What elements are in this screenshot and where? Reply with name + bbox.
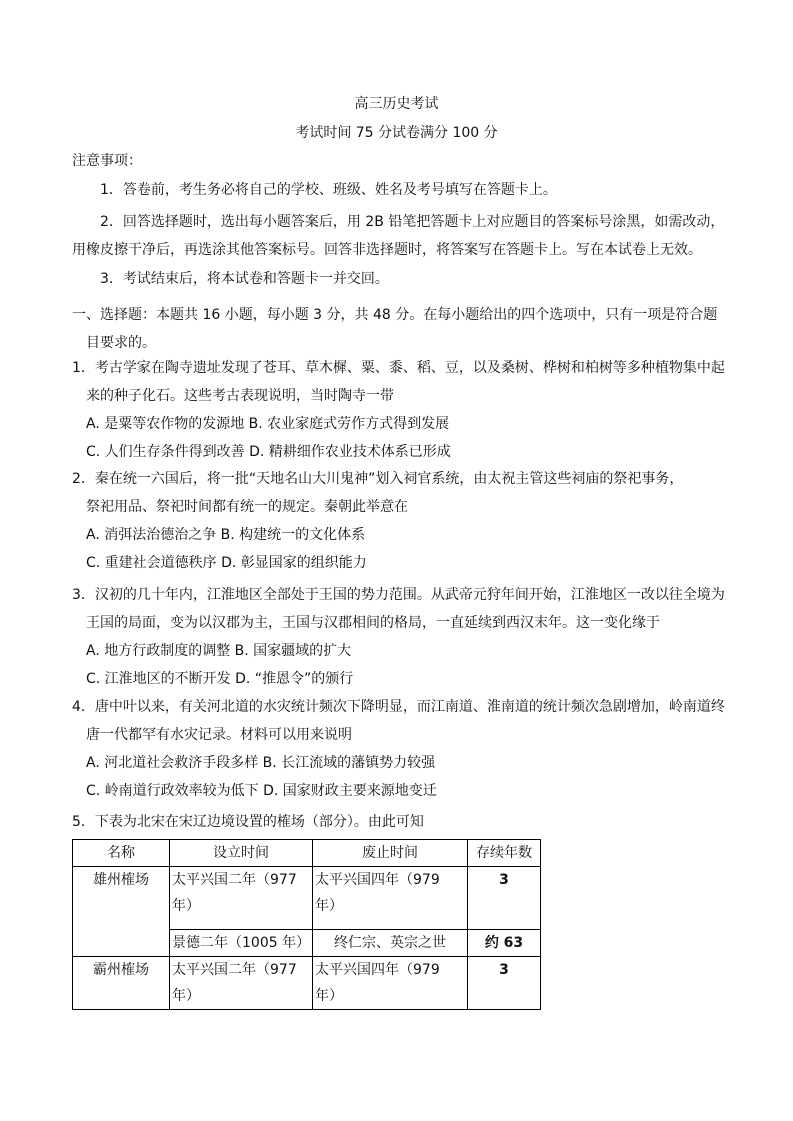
q1-stem-line-1: 1．考古学家在陶寺遗址发现了苍耳、草木樨、粟、黍、稻、豆，以及桑树、桦树和柏树等多种植物集中起 [72, 360, 725, 376]
q1-options-ab: A. 是粟等农作物的发源地 B. 农业家庭式劳作方式得到发展 [86, 416, 450, 432]
q2-stem-line-2: 祭祀用品、祭祀时间都有统一的规定。秦朝此举意在 [86, 499, 408, 515]
exam-title: 高三历史考试 [354, 96, 439, 112]
q2-stem-line-1: 2．秦在统一六国后，将一批“天地名山大川鬼神”划入祠官系统，由太祝主管这些祠庙的祭祀事务， [72, 471, 684, 487]
exam-subtitle: 考试时间 75 分试卷满分 100 分 [295, 125, 498, 141]
table-header-cell: 设立时间 [170, 840, 313, 867]
q1-stem-line-2: 来的种子化石。这些考古表现说明，当时陶寺一带 [86, 388, 394, 404]
table-cell-end: 太平兴国四年（979 年） [313, 957, 468, 1010]
table-cell-name: 雄州榷场 [73, 867, 170, 957]
table-cell-years: 约 63 [468, 930, 541, 957]
table-cell-end: 太平兴国四年（979 年） [313, 867, 468, 930]
q1-options-cd: C. 人们生存条件得到改善 D. 精耕细作农业技术体系已形成 [86, 444, 451, 460]
table-cell-name: 霸州榷场 [73, 957, 170, 1010]
q5-stem: 5．下表为北宋在宋辽边境设置的榷场（部分）。由此可知 [72, 814, 424, 830]
table-cell-years: 3 [468, 957, 541, 1010]
q3-options-cd: C. 江淮地区的不断开发 D. “推恩令”的颁行 [86, 671, 354, 687]
table-header-cell: 名称 [73, 840, 170, 867]
section-heading-line-2: 目要求的。 [86, 335, 156, 351]
notice-item-1: 1．答卷前，考生务必将自己的学校、班级、姓名及考号填写在答题卡上。 [100, 182, 557, 198]
q3-stem-line-2: 王国的局面，变为以汉郡为主，王国与汉郡相间的格局，一直延续到西汉末年。这一变化缘于 [86, 615, 660, 631]
q4-options-cd: C. 岭南道行政效率较为低下 D. 国家财政主要来源地变迁 [86, 783, 437, 799]
notice-item-2-line-1: 2．回答选择题时，选出每小题答案后，用 2B 铅笔把答题卡上对应题目的答案标号涂黑，如需改动， [100, 214, 725, 230]
q3-stem-line-1: 3．汉初的几十年内，江淮地区全部处于王国的势力范围。从武帝元狩年间开始，江淮地区一改以往全境为 [72, 587, 725, 603]
table-cell-end: 终仁宗、英宗之世 [313, 930, 468, 957]
q4-options-ab: A. 河北道社会救济手段多样 B. 长江流域的藩镇势力较强 [86, 755, 436, 771]
table-header-cell: 废止时间 [313, 840, 468, 867]
q2-options-cd: C. 重建社会道德秩序 D. 彰显国家的组织能力 [86, 555, 367, 571]
notice-item-2-line-2: 用橡皮擦干净后，再选涂其他答案标号。回答非选择题时，将答案写在答题卡上。写在本试卷上无效。 [72, 242, 702, 258]
table-cell-years: 3 [468, 867, 541, 930]
q2-options-ab: A. 消弭法治德治之争 B. 构建统一的文化体系 [86, 527, 366, 543]
notice-item-3: 3．考试结束后，将本试卷和答题卡一并交回。 [100, 271, 389, 287]
q4-stem-line-1: 4．唐中叶以来，有关河北道的水灾统计频次下降明显，而江南道、淮南道的统计频次急剧增加，岭南道终 [72, 699, 725, 715]
q3-options-ab: A. 地方行政制度的调整 B. 国家疆域的扩大 [86, 643, 352, 659]
table-cell-set: 太平兴国二年（977 年） [170, 867, 313, 930]
table-header-row [73, 840, 541, 867]
table-header-cell: 存续年数 [468, 840, 541, 867]
section-heading-line-1: 一、选择题：本题共 16 小题，每小题 3 分，共 48 分。在每小题给出的四个选项中，只有一项是符合题 [72, 307, 718, 323]
table-cell-set: 景德二年（1005 年） [170, 930, 313, 957]
table-row [73, 867, 541, 930]
table-cell-set: 太平兴国二年（977 年） [170, 957, 313, 1010]
q4-stem-line-2: 唐一代都罕有水灾记录。材料可以用来说明 [86, 727, 352, 743]
market-table [72, 839, 541, 1010]
table-row [73, 957, 541, 1010]
notice-heading: 注意事项： [72, 153, 142, 169]
